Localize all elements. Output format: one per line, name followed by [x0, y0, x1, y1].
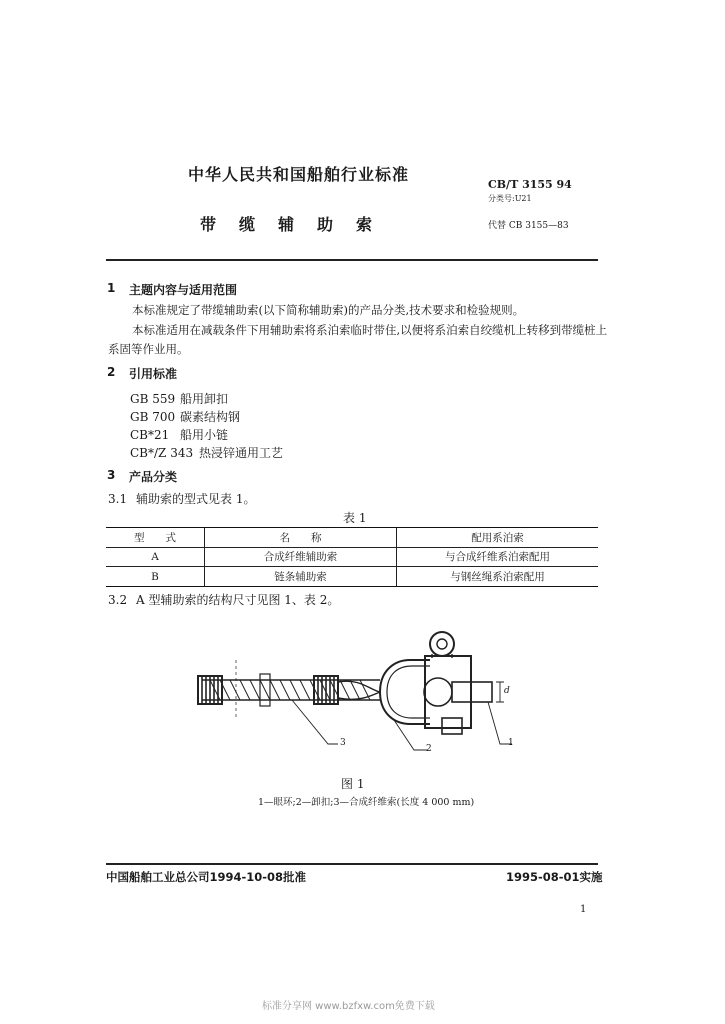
rope-twist: [210, 680, 370, 700]
figure-1-legend: 1—眼环;2—卸扣;3—合成纤维索(长度 4 000 mm): [258, 797, 475, 808]
section-1-paragraph-1: 本标准规定了带缆辅助索(以下简称辅助索)的产品分类,技术要求和检验规则。: [132, 303, 525, 317]
section-1-paragraph-2-cont: 系固等作业用。: [108, 342, 189, 356]
callout-3: 3: [340, 738, 346, 748]
table-cell: 与合成纤维系泊索配用: [397, 547, 599, 567]
org-title: 中华人民共和国船舶行业标准: [188, 165, 410, 184]
leader-line-3: [292, 700, 338, 744]
clause-3-1-number: 3.1: [108, 492, 128, 506]
table-1: [106, 527, 598, 587]
page-number: 1: [580, 904, 587, 915]
reference-name: 碳素结构钢: [180, 410, 241, 424]
figure-1-caption: 图 1: [341, 777, 365, 791]
clause-3-1-text: 辅助索的型式见表 1。: [136, 492, 256, 506]
section-1-title: 主题内容与适用范围: [129, 283, 238, 297]
table-cell: B: [106, 567, 205, 587]
section-1-number: 1: [107, 281, 116, 295]
dimension-line: [496, 682, 504, 702]
reference-code: GB 700: [130, 410, 176, 424]
reference-name: 热浸锌通用工艺: [199, 446, 284, 460]
callout-2: 2: [426, 744, 432, 754]
table-header-cell: 名 称: [205, 528, 397, 548]
section-3-title: 产品分类: [129, 470, 178, 484]
document-title: 带缆辅助索: [200, 215, 396, 234]
reference-code: GB 559: [130, 392, 176, 406]
section-1-paragraph-2: 本标准适用在减载条件下用辅助索将系泊索临时带住,以便将系泊索自绞缆机上转移到带缆桩上: [132, 323, 608, 337]
table-row: [106, 567, 598, 587]
clause-3-2-text: A 型辅助索的结构尺寸见图 1、表 2。: [136, 593, 340, 607]
table-cell: 链条辅助索: [205, 567, 397, 587]
shackle-pin-hole: [424, 678, 452, 706]
reference-code: CB*/Z 343: [130, 446, 194, 460]
section-2-number: 2: [107, 365, 116, 379]
table-row: [106, 547, 598, 567]
shackle-eye-top: [430, 632, 454, 656]
table-header-cell: 配用系泊索: [397, 528, 599, 548]
classification-number: 分类号:U21: [488, 194, 532, 203]
section-3-number: 3: [107, 468, 116, 482]
reference-name: 船用卸扣: [180, 392, 229, 406]
figure-1-drawing: [180, 620, 530, 780]
dimension-label: d: [504, 686, 510, 696]
replaces-standard: 代替 CB 3155—83: [488, 221, 569, 231]
clause-3-2-number: 3.2: [108, 593, 128, 607]
effective-date: 1995-08-01实施: [506, 870, 603, 884]
table-cell: A: [106, 547, 205, 567]
table-1-caption: 表 1: [343, 511, 367, 525]
table-cell: 与钢丝绳系泊索配用: [397, 567, 599, 587]
table-header-row: [106, 528, 598, 548]
footer-divider: [106, 863, 598, 865]
reference-name: 船用小链: [180, 428, 229, 442]
approval-statement: 中国船舶工业总公司1994-10-08批准: [106, 870, 307, 884]
table-cell: 合成纤维辅助索: [205, 547, 397, 567]
standard-number: CB/T 3155 94: [488, 178, 572, 191]
callout-1: 1: [508, 738, 514, 748]
section-2-title: 引用标准: [129, 367, 178, 381]
reference-code: CB*21: [130, 428, 170, 442]
table-header-cell: 型 式: [106, 528, 205, 548]
header-divider: [106, 259, 598, 261]
watermark: 标准分享网 www.bzfxw.com免费下载: [262, 1001, 435, 1012]
